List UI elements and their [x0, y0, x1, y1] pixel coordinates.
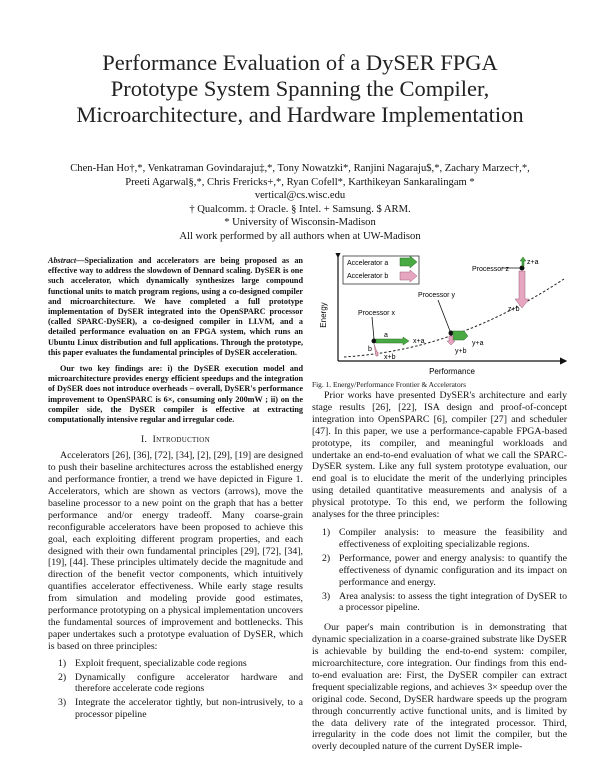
label-processor-y: Processor y	[418, 292, 455, 299]
point-y-plus-b: y+b	[455, 348, 467, 355]
arrow-b-from-x-icon	[374, 344, 378, 356]
list-number: 1)	[322, 526, 331, 538]
point-z-plus-a: z+a	[527, 259, 539, 266]
list-item	[312, 527, 567, 551]
list-number: 3)	[322, 590, 331, 602]
left-column	[48, 256, 303, 723]
pointer-processor-y	[438, 300, 450, 331]
right-paragraph-2: Our paper's main contribution is in demonstrating that dynamic specialization in a coarse-grained substrate like DySER is achievable by building the end-to-end system: compiler, microarchitecture, core integration. Our findings from this end-to-end evaluation are: First, the DySER compiler can extract frequent specializable regions, and achieves 3× speedup over the original code. Second, DySER hardware speeds up the program through concurrently active functional units, and is limited by the data delivery rate of the integrated processor. Third, irregularity in the code does not limit the compiler, but the overly decoupled nature of the current DySER imple-	[312, 622, 567, 753]
list-number: 2)	[322, 552, 331, 564]
abstract-text: —Specialization and accelerators are being proposed as an effective way to address the slowdown of Dennard scaling. DySER is one such accelerator, which dynamically synthesizes large compound functional units to match program regions, using a co-designed compiler and microarchitecture. We have completed a full prototype implementation of DySER integrated into the OpenSPARC processor (called SPARC-DySER), a co-designed compiler in LLVM, and a detailed performance evaluation on an FPGA system, which runs an Ubuntu Linux distribution and full applications. Through the prototype, this paper evaluates the fundamental principles of DySER acceleration.	[48, 256, 303, 357]
section-number: I.	[141, 434, 148, 446]
point-z-plus-b: z+b	[508, 306, 520, 313]
author-names-line: Preeti Agarwal§,*, Chris Frericks+,*, Ryan Cofell*, Karthikeyan Sankaralingam *	[125, 176, 475, 188]
paper-title	[30, 50, 570, 128]
arrow-a-from-z-icon	[520, 257, 526, 266]
author-email: vertical@cs.wisc.edu	[254, 190, 346, 202]
arrow-a-label: a	[384, 332, 388, 339]
abstract-findings: Our two key findings are: i) the DySER execution model and microarchitecture provides energy efficient speedups and the integration of DySER does not introduce overheads – overall, DySER's performance improvement to OpenSPARC is 6×, consuming only 200mW ; ii) on the compiler side, the DySER compiler is effective at extracting computationally intensive regular and irregular code.	[48, 364, 303, 425]
title-line: Microarchitecture, and Hardware Implementation	[76, 102, 524, 127]
list-text: Dynamically configure accelerator hardware and therefore accelerate code regions	[75, 671, 303, 695]
section-title: Introduction	[152, 434, 210, 446]
analyses-list	[312, 527, 567, 614]
author-block	[30, 162, 570, 244]
figure-caption: Fig. 1. Energy/Performance Frontier & Accelerators	[312, 380, 466, 389]
y-axis-label: Energy	[319, 302, 328, 328]
list-text: Compiler analysis: to measure the feasibility and effectiveness of exploiting specializable regions.	[339, 526, 567, 550]
right-paragraph-1: Prior works have presented DySER's architecture and early stage results [26], [22], ISA design and proof-of-concept integration into OpenSPARC [6], compiler [27] and scheduler [47]. In this paper, we use a performance-capable FPGA-based prototype, its compiler, and meaningful workloads and undertake an end-to-end evaluation of what we call the SPARC-DySER system. Like any full system prototype evaluation, our end goal is to elucidate the merit of the underlying principles using detailed quantitative measurements and analysis of a physical prototype. To this end, we perform the following analyses for the three principles:	[312, 390, 567, 521]
arrow-b-from-z-icon	[515, 271, 529, 308]
title-line: Performance Evaluation of a DySER FPGA	[102, 50, 498, 75]
frontier-curve	[344, 279, 564, 357]
legend-accelerator-a: Accelerator a	[347, 260, 389, 267]
list-item	[312, 553, 567, 589]
list-item	[48, 697, 303, 721]
list-number: 1)	[58, 657, 67, 669]
list-text: Area analysis: to assess the tight integration of DySER to a processor pipeline.	[339, 590, 567, 614]
label-processor-z: Processor z	[472, 266, 509, 273]
label-processor-x: Processor x	[358, 310, 395, 317]
x-axis-label: Performance	[429, 367, 475, 376]
list-item	[312, 591, 567, 615]
author-affiliations: † Qualcomm. ‡ Oracle. § Intel. + Samsung. $ ARM.	[189, 203, 411, 215]
list-number: 3)	[58, 697, 67, 709]
list-text: Integrate the accelerator tightly, but non-intrusively, to a processor pipeline	[75, 697, 303, 721]
point-x-plus-a: x+a	[413, 338, 425, 345]
point-x-plus-b: x+b	[384, 354, 396, 361]
arrow-a-from-y-icon	[453, 331, 468, 340]
list-text: Performance, power and energy analysis: to quantify the effectiveness of dynamic configuration and its impact on performance and energy.	[339, 552, 567, 588]
section-heading	[48, 434, 303, 445]
pointer-processor-x	[372, 317, 374, 339]
list-text: Exploit frequent, specializable code regions	[75, 657, 247, 669]
point-y-plus-a: y+a	[472, 340, 484, 347]
arrow-b-label: b	[368, 346, 372, 353]
legend-accelerator-b: Accelerator b	[347, 273, 389, 280]
author-university: * University of Wisconsin-Madison	[224, 217, 376, 229]
principles-list	[48, 658, 303, 722]
energy-performance-diagram	[312, 253, 574, 377]
figure-1	[312, 253, 574, 377]
right-column	[312, 390, 567, 753]
list-item	[48, 658, 303, 670]
list-item	[48, 672, 303, 696]
author-note: All work performed by all authors when at UW-Madison	[179, 230, 421, 242]
arrow-a-from-x-icon	[376, 337, 409, 345]
list-number: 2)	[58, 671, 67, 683]
title-line: Prototype System Spanning the Compiler,	[110, 76, 490, 101]
abstract-lead: Abstract	[48, 256, 77, 265]
intro-paragraph: Accelerators [26], [36], [72], [34], [2], [29], [19] are designed to push their baseline architectures across the established energy and performance frontier, a trend we have depicted in Figure 1. Accelerators, which are shown as vectors (arrows), move the baseline processor to a new point on the graph that has a better performance and/or energy tradeoff. Many coarse-grain reconfigurable accelerators have been proposed to achieve this goal, each exploiting different program properties, and each designed with their own fundamental principles [29], [72], [34], [19], [44]. These principles ultimately decide the magnitude and direction of the benefit vector components, which intuitively quantifies accelerator effectiveness. While early stage results from simulation and modeling provide good estimates, performance prototyping on a physical implementation uncovers the fundamental sources of improvement and bottlenecks. This paper undertakes such a prototype evaluation of DySER, which is based on three principles:	[48, 450, 303, 652]
author-names-line: Chen-Han Ho†,*, Venkatraman Govindaraju‡,*, Tony Nowatzki*, Ranjini Nagaraju$,*, Zachary Marzec†,*,	[70, 163, 530, 174]
abstract	[48, 256, 303, 358]
